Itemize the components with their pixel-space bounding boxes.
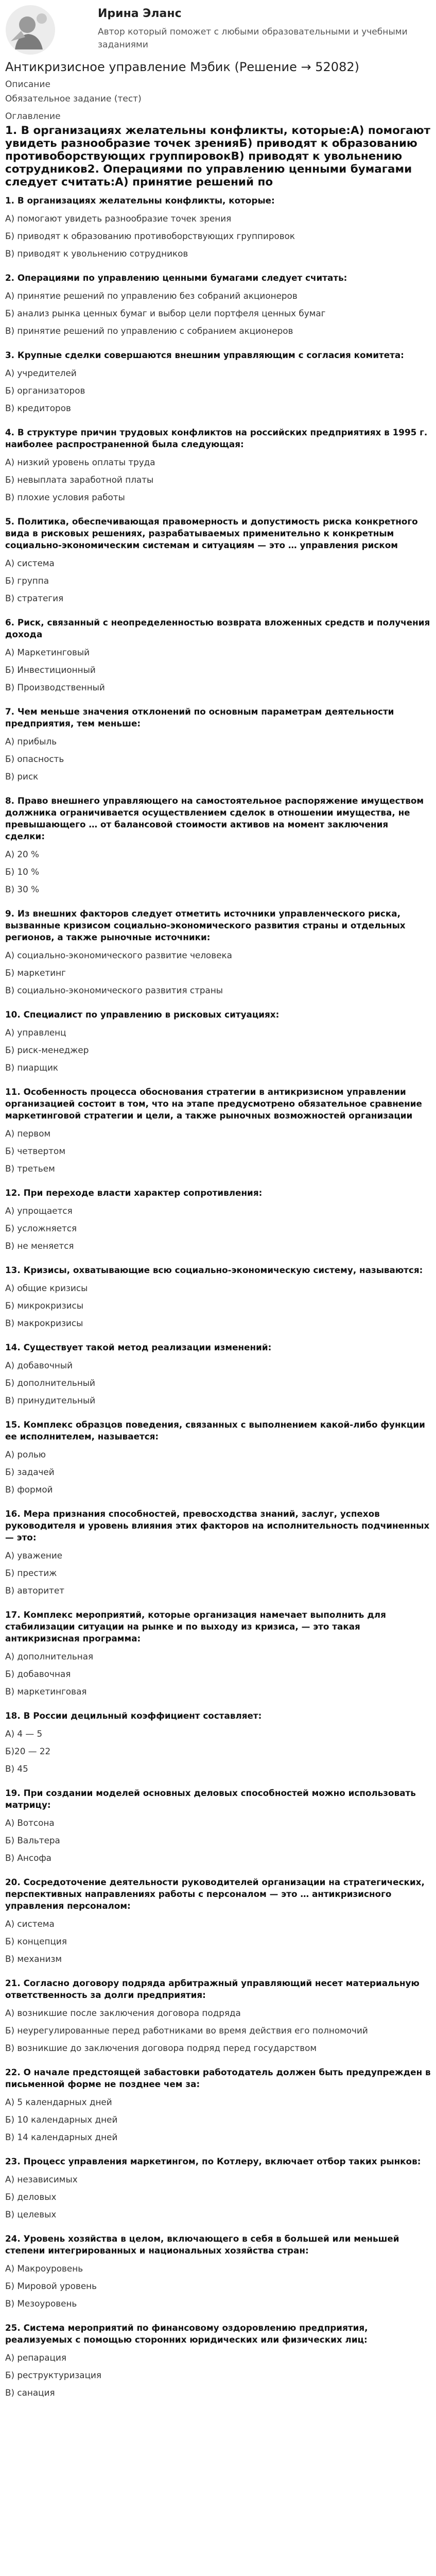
question-text: 14. Существует такой метод реализации изменений: [5, 1342, 272, 1352]
answer-option: А) 5 календарных дней [5, 2097, 112, 2107]
question-block [5, 1264, 431, 1342]
question-spacer [5, 509, 431, 516]
question-block [5, 617, 431, 706]
answer-option: Б) микрокризисы [5, 1300, 84, 1311]
answer-option: А) ролью [5, 1449, 46, 1460]
answer-option: Б)20 — 22 [5, 1746, 51, 1756]
answer-option: В) авторитет [5, 1585, 65, 1596]
answer-option: В) Ансофа [5, 1853, 51, 1863]
question-block [5, 2322, 431, 2411]
answer-option: Б) 10 % [5, 867, 40, 877]
question-spacer [5, 788, 431, 795]
question-block [5, 1508, 431, 1609]
question-spacer [5, 265, 431, 272]
question-text: 7. Чем меньше значения отклонений по основным параметрам деятельности предприятия, тем меньше: [5, 706, 394, 728]
document-body [0, 59, 436, 2411]
answer-option: Б) опасность [5, 754, 64, 764]
answer-option: Б) риск-менеджер [5, 1045, 89, 1055]
question-block [5, 1342, 431, 1419]
question-block [5, 516, 431, 617]
question-spacer [5, 420, 431, 427]
avatar-illustration [6, 5, 55, 55]
answer-option: В) принудительный [5, 1395, 96, 1405]
question-block [5, 1609, 431, 1710]
answer-option: В) стратегия [5, 593, 64, 603]
question-text: 17. Комплекс мероприятий, которые организация намечает выполнить для стабилизации ситуации на рынке и по выходу из кризиса, — это такая антикризисная программа: [5, 1609, 386, 1643]
question-spacer [5, 1079, 431, 1086]
answer-option: В) Производственный [5, 682, 105, 692]
author-subtitle: Автор который поможет с любыми образовательными и учебными заданиями [98, 27, 408, 50]
question-text: 19. При создании моделей основных деловых способностей можно использовать матрицу: [5, 1788, 416, 1810]
question-text: 4. В структуре причин трудовых конфликтов на российских предприятиях в 1995 г. наиболее распространенной была следующая: [5, 427, 428, 449]
question-block [5, 1977, 431, 2066]
answer-option: А) принятие решений по управлению без собраний акционеров [5, 291, 298, 301]
question-text: 5. Политика, обеспечивающая правомерность и допустимость риска конкретного вида в рисковых решениях, разрабатываемых применительно к конкретным социально-экономическим системам и ситуациям — это … управления риском [5, 516, 418, 550]
question-text: 21. Согласно договору подряда арбитражный управляющий несет материальную ответственность за долги предприятия: [5, 1978, 420, 2000]
answer-option: В) 14 календарных дней [5, 2132, 118, 2142]
question-spacer [5, 1180, 431, 1187]
answer-option: А) возникшие после заключения договора подряда [5, 2008, 241, 2018]
questions-list [5, 195, 431, 2411]
answer-option: А) репарация [5, 2352, 66, 2363]
answer-option: А) общие кризисы [5, 1283, 88, 1293]
question-text: 16. Мера признания способностей, превосходства знаний, заслуг, успехов руководителя и уровень влияния этих факторов на исполнительность подчиненных — это: [5, 1509, 430, 1543]
answer-option: В) санация [5, 2387, 55, 2398]
question-block [5, 706, 431, 795]
question-spacer [5, 1870, 431, 1876]
question-text: 12. При переходе власти характер сопротивления: [5, 1188, 263, 1198]
answer-option: Б) Мировой уровень [5, 2281, 97, 2291]
author-avatar[interactable] [6, 5, 55, 55]
answer-option: В) целевых [5, 2209, 57, 2219]
answer-option: Б) усложняется [5, 1223, 77, 1233]
answer-option: Б) 10 календарных дней [5, 2114, 118, 2125]
author-name[interactable]: Ирина Эланс [98, 7, 182, 20]
question-text: 9. Из внешних факторов следует отметить источники управленческого риска, вызванные кризисом социально-экономического развития страны и отдельных регионов, а также рыночные источники: [5, 908, 406, 942]
answer-option: Б) задачей [5, 1467, 55, 1477]
answer-option: А) система [5, 1919, 55, 1929]
question-spacer [5, 1781, 431, 1787]
question-block [5, 908, 431, 1009]
question-block [5, 1787, 431, 1876]
answer-option: В) принятие решений по управлению с собранием акционеров [5, 326, 293, 336]
question-text: 6. Риск, связанный с неопределенностью возврата вложенных средств и получения дохода [5, 617, 430, 639]
answer-option: А) упрощается [5, 1206, 73, 1216]
question-block [5, 1009, 431, 1086]
answer-option: В) третьем [5, 1163, 55, 1174]
answer-option: В) 30 % [5, 884, 40, 894]
question-spacer [5, 1002, 431, 1009]
question-block [5, 195, 431, 272]
question-block [5, 795, 431, 908]
answer-option: А) 20 % [5, 849, 39, 859]
document-title: Антикризисное управление Мэбик (Решение → 52082) [5, 60, 359, 74]
question-text: 8. Право внешнего управляющего на самостоятельное распоряжение имуществом должника ограничивается осуществлением сделок в отношении имущества, не превышающего … от балансовой стоимости активов на момент заключения сделки: [5, 795, 424, 841]
question-block [5, 1876, 431, 1977]
question-spacer [5, 1971, 431, 1977]
question-spacer [5, 1412, 431, 1419]
answer-option: В) макрокризисы [5, 1318, 83, 1328]
question-spacer [5, 2149, 431, 2156]
answer-option: В) 45 [5, 1764, 28, 1774]
answer-option: Б) четвертом [5, 1146, 65, 1156]
question-block [5, 1710, 431, 1787]
question-spacer [5, 2226, 431, 2233]
question-block [5, 427, 431, 516]
answer-option: В) не меняется [5, 1241, 74, 1251]
answer-option: Б) группа [5, 575, 49, 586]
question-spacer [5, 2060, 431, 2066]
task-type: Обязательное задание (тест) [5, 94, 142, 104]
question-text: 18. В России децильный коэффициент составляет: [5, 1710, 262, 1721]
question-text: 24. Уровень хозяйства в целом, включающего в себя в большей или меньшей степени интегрированных и национальных хозяйства стран: [5, 2233, 399, 2256]
question-block [5, 1187, 431, 1264]
answer-option: А) социально-экономического развитие человека [5, 950, 232, 960]
question-text: 10. Специалист по управлению в рисковых ситуациях: [5, 1009, 280, 1020]
answer-option: А) независимых [5, 2174, 78, 2184]
answer-option: В) механизм [5, 1954, 62, 1964]
answer-option: В) риск [5, 771, 39, 782]
answer-option: Б) Инвестиционный [5, 665, 96, 675]
answer-option: Б) концепция [5, 1936, 67, 1946]
question-block [5, 2156, 431, 2233]
answer-option: А) первом [5, 1128, 51, 1139]
answer-option: А) управленц [5, 1027, 66, 1038]
question-block [5, 1086, 431, 1187]
answer-option: А) 4 — 5 [5, 1728, 43, 1739]
question-text: 25. Система мероприятий по финансовому оздоровлению предприятия, реализуемых с помощью сторонних юридических или физических лиц: [5, 2323, 368, 2345]
answer-option: Б) организаторов [5, 385, 85, 396]
answer-option: Б) неурегулированные перед работниками во время действия его полномочий [5, 2025, 368, 2036]
answer-option: В) формой [5, 1484, 53, 1495]
answer-option: В) маркетинговая [5, 1686, 87, 1697]
answer-option: В) пиарщик [5, 1062, 59, 1073]
question-text: 15. Комплекс образцов поведения, связанных с выполнением какой-либо функции ее исполнителем, называется: [5, 1419, 425, 1442]
answer-option: В) плохие условия работы [5, 492, 125, 502]
question-spacer [5, 901, 431, 908]
question-text: 20. Сосредоточение деятельности руководителей организации на стратегических, перспективных направлениях работы с персоналом — это … антикризисного управления персоналом: [5, 1877, 425, 1911]
author-header [0, 0, 436, 58]
answer-option: Б) престиж [5, 1568, 57, 1578]
answer-option: Б) дополнительный [5, 1378, 95, 1388]
question-spacer [5, 1703, 431, 1710]
question-text: 23. Процесс управления маркетингом, по Котлеру, включает отбор таких рынков: [5, 2156, 421, 2166]
answer-option: А) учредителей [5, 368, 77, 378]
answer-option: А) добавочный [5, 1360, 73, 1370]
answer-option: Б) приводят к образованию противоборствующих группировок [5, 231, 295, 241]
answer-option: А) Маркетинговый [5, 647, 90, 657]
question-spacer [5, 2315, 431, 2322]
question-text: 13. Кризисы, охватывающие всю социально-экономическую систему, называются: [5, 1265, 423, 1275]
question-spacer [5, 1501, 431, 1508]
question-text: 3. Крупные сделки совершаются внешним управляющим с согласия комитета: [5, 350, 404, 360]
answer-option: В) Мезоуровень [5, 2298, 77, 2309]
question-text: 1. В организациях желательны конфликты, которые: [5, 195, 275, 206]
answer-option: В) кредиторов [5, 403, 71, 413]
answer-option: Б) реструктуризация [5, 2370, 101, 2380]
answer-option: А) Вотсона [5, 1818, 55, 1828]
question-block [5, 272, 431, 349]
question-spacer [5, 1335, 431, 1342]
question-spacer [5, 343, 431, 349]
question-block [5, 349, 431, 427]
answer-option: Б) анализ рынка ценных бумаг и выбор цели портфеля ценных бумаг [5, 308, 326, 318]
answer-option: А) прибыль [5, 736, 57, 747]
description-label: Описание [5, 79, 50, 90]
question-spacer [5, 610, 431, 617]
answer-option: А) помогают увидеть разнообразие точек зрения [5, 213, 232, 224]
question-block [5, 2233, 431, 2322]
question-block [5, 1419, 431, 1508]
answer-option: Б) невыплата заработной платы [5, 474, 154, 485]
toc-label: Оглавление [5, 111, 61, 122]
answer-option: В) возникшие до заключения договора подряд перед государством [5, 2043, 317, 2053]
question-spacer [5, 699, 431, 706]
question-text: 11. Особенность процесса обоснования стратегии в антикризисном управлении организацией состоит в том, что на этапе предусмотрено обязательное сравнение маркетинговой стратегии и цели, а также рыночных возможностей организации [5, 1087, 422, 1121]
summary-heading: 1. В организациях желательны конфликты, которые:А) помогают увидеть разнообразие точек зрения​Б) приводят к образованию противоборствующих группировок​В) приводят к увольнению сотрудников​2. Операциями по управлению ценными бумагами следует считать:А) принятие решений по [5, 124, 431, 189]
question-spacer [5, 2404, 431, 2411]
answer-option: А) низкий уровень оплаты труда [5, 457, 155, 467]
answer-option: В) приводят к увольнению сотрудников [5, 248, 188, 259]
answer-option: Б) деловых [5, 2192, 57, 2202]
answer-option: А) уважение [5, 1550, 63, 1561]
answer-option: А) дополнительная [5, 1651, 94, 1662]
answer-option: Б) Вальтера [5, 1835, 60, 1845]
question-spacer [5, 1258, 431, 1264]
answer-option: В) социально-экономического развития страны [5, 985, 223, 995]
answer-option: А) система [5, 558, 55, 568]
answer-option: А) Макроуровень [5, 2263, 83, 2274]
question-text: 2. Операциями по управлению ценными бумагами следует считать: [5, 273, 347, 283]
question-spacer [5, 1602, 431, 1609]
answer-option: Б) добавочная [5, 1669, 71, 1679]
question-text: 22. О начале предстоящей забастовки работодатель должен быть предупрежден в письменной форме не позднее чем за: [5, 2067, 431, 2089]
answer-option: Б) маркетинг [5, 968, 66, 978]
question-block [5, 2066, 431, 2156]
